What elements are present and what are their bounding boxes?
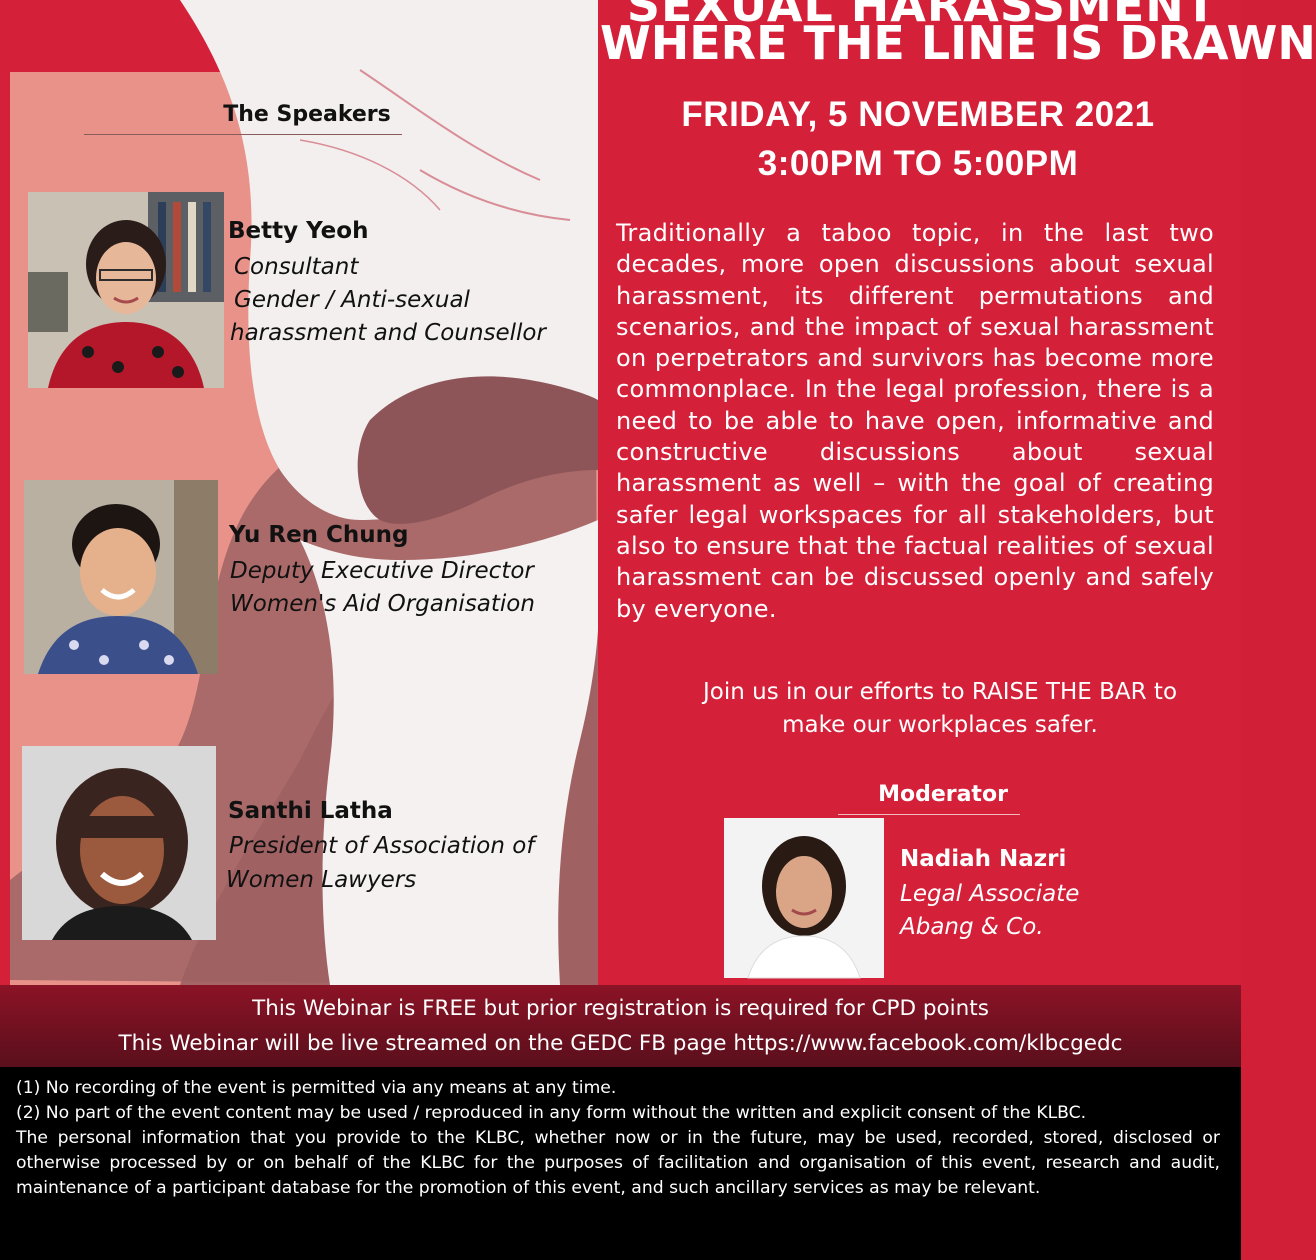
call-to-action-line-2: make our workplaces safer. (782, 712, 1098, 738)
speaker-role-line: Women's Aid Organisation (230, 591, 535, 617)
event-date: FRIDAY, 5 NOVEMBER 2021 (681, 95, 1155, 134)
call-to-action-line-1: Join us in our efforts to RAISE THE BAR to (702, 679, 1178, 705)
speaker-role-line: Consultant (234, 254, 359, 280)
speaker-photo-betty-yeoh (28, 192, 224, 388)
speaker-role-line: Women Lawyers (226, 867, 417, 893)
speaker-photo-santhi-latha (22, 746, 216, 940)
moderator-heading: Moderator (878, 782, 1008, 807)
privacy-notice: The personal information that you provide to the KLBC, whether now or in the future, may be used, recorded, stored, disclosed or otherwise processed by or on behalf of the KLBC for the purposes of facilitation and organisation of this event, research and audit, maintenance of a participant database for the promotion of this event, and such ancillary services as may be relevant. (16, 1128, 1220, 1198)
disclaimer-text (16, 1076, 1220, 1201)
speaker-role-line: President of Association of (229, 833, 535, 859)
event-title: WHERE THE LINE IS DRAWN (600, 16, 1316, 70)
event-description: Traditionally a taboo topic, in the last two decades, more open discussions about sexual harassment, its different permutations and scenarios, and the impact of sexual harassment on perpetrators and survivors has become more commonplace. In the legal profession, there is a need to be able to have open, informative and constructive discussions about sexual harassment as well – with the goal of creating safer legal workspaces for all stakeholders, but also to ensure that the factual realities of sexual harassment can be discussed openly and safely by everyone. (616, 219, 1214, 623)
speaker-role-line: harassment and Counsellor (230, 320, 546, 346)
moderator-name: Nadiah Nazri (900, 846, 1067, 872)
call-to-action (640, 676, 1240, 742)
speaker-photo-yu-ren-chung (24, 480, 218, 674)
livestream-note: This Webinar will be live streamed on the GEDC FB page https://www.facebook.com/klbcgedc (118, 1031, 1123, 1056)
event-time: 3:00PM TO 5:00PM (757, 144, 1079, 183)
speaker-name: Betty Yeoh (228, 218, 369, 244)
moderator-divider (838, 814, 1020, 815)
speakers-heading: The Speakers (223, 102, 391, 127)
event-title-top (612, 0, 1232, 14)
moderator-role-line: Legal Associate (900, 881, 1080, 907)
speaker-role-line: Gender / Anti-sexual (234, 287, 470, 313)
speaker-name: Santhi Latha (228, 798, 393, 824)
registration-note: This Webinar is FREE but prior registration is required for CPD points (252, 996, 989, 1021)
disclaimer-item-2: (2) No part of the event content may be used / reproduced in any form without the written and explicit consent of the KLBC. (16, 1103, 1087, 1123)
moderator-role-line: Abang & Co. (900, 914, 1044, 940)
disclaimer-item-1: (1) No recording of the event is permitted via any means at any time. (16, 1078, 617, 1098)
speaker-role-line: Deputy Executive Director (230, 558, 534, 584)
moderator-photo-nadiah-nazri (724, 818, 884, 978)
speakers-divider (84, 134, 402, 135)
speaker-name: Yu Ren Chung (229, 522, 409, 548)
